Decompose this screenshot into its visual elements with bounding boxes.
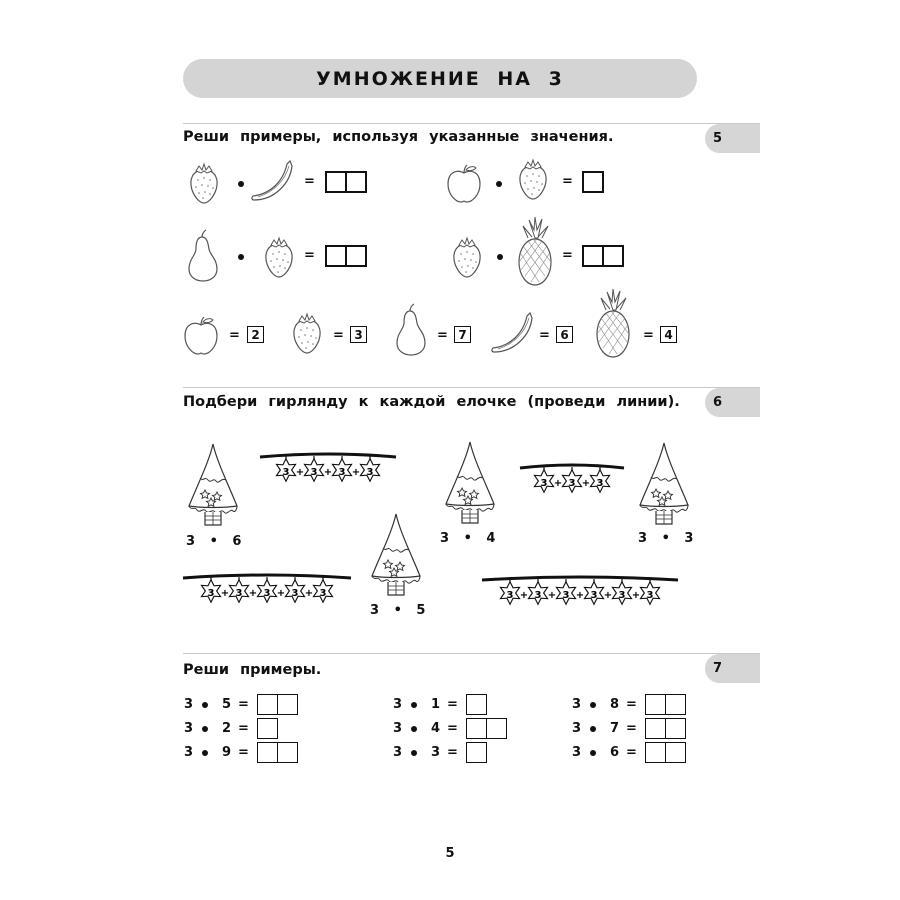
operand-b: 1 (431, 697, 441, 712)
example-row (393, 694, 487, 715)
tree-expression: 3 • 5 (370, 603, 426, 618)
garland-star-label: 3 (310, 467, 318, 478)
operand-b: 3 (431, 745, 441, 760)
plus-sign: + (323, 467, 333, 478)
apple-icon (445, 164, 483, 204)
strawberry-value: 3 (350, 326, 367, 343)
operand-a: 3 (184, 721, 194, 736)
task5-number: 5 (705, 124, 760, 153)
garland-star-label: 3 (291, 588, 299, 599)
example-row (184, 694, 298, 715)
plus-sign: + (519, 590, 529, 601)
plus-sign: + (304, 588, 314, 599)
equals-sign: = (304, 248, 315, 263)
plus-sign: + (351, 467, 361, 478)
equals-sign: = (238, 745, 249, 760)
garland[interactable] (258, 449, 398, 499)
answer-box-two-digit[interactable] (645, 742, 686, 763)
pear-icon (394, 303, 428, 357)
strawberry-icon (450, 236, 484, 278)
operand-a: 3 (184, 697, 194, 712)
christmas-tree-icon[interactable] (366, 512, 426, 598)
task5-instruction: Реши примеры, используя указанные значения. (183, 129, 614, 145)
garland-star-label: 3 (568, 478, 576, 489)
christmas-tree-icon[interactable] (183, 442, 243, 528)
banana-icon (250, 158, 294, 204)
pear-value: 7 (454, 326, 471, 343)
equals-sign: = (562, 248, 573, 263)
garland-wire (260, 454, 396, 457)
banana-value: 6 (556, 326, 573, 343)
tree-expression: 3 • 4 (440, 531, 496, 546)
tree-expression: 3 • 3 (638, 531, 694, 546)
operand-b: 9 (222, 745, 232, 760)
christmas-tree-icon[interactable] (634, 441, 694, 527)
plus-sign: + (581, 478, 591, 489)
answer-box-two-digit[interactable] (325, 245, 367, 267)
example-row (572, 742, 686, 763)
multiply-operator (496, 181, 502, 187)
apple-icon (182, 316, 220, 356)
strawberry-icon (262, 236, 296, 278)
garland-star-label: 3 (590, 590, 598, 601)
garland-star-label: 3 (596, 478, 604, 489)
banana-icon (490, 310, 534, 356)
garland-wire (482, 577, 678, 580)
operand-b: 5 (222, 697, 232, 712)
answer-box-two-digit[interactable] (645, 694, 686, 715)
equals-sign: = (626, 697, 637, 712)
multiply-operator (590, 702, 596, 708)
christmas-tree-icon[interactable] (440, 440, 500, 526)
answer-box-two-digit[interactable] (582, 245, 624, 267)
answer-box-one-digit[interactable] (466, 694, 487, 715)
task6-instruction: Подбери гирлянду к каждой елочке (проведи линии). (183, 394, 680, 410)
apple-value: 2 (247, 326, 264, 343)
multiply-operator (590, 750, 596, 756)
answer-box-two-digit[interactable] (257, 694, 298, 715)
equals-sign: = (626, 721, 637, 736)
equals-sign: = (447, 697, 458, 712)
multiply-operator (202, 750, 208, 756)
answer-box-two-digit[interactable] (645, 718, 686, 739)
section-divider (183, 387, 760, 388)
example-row (572, 718, 686, 739)
multiply-operator (202, 726, 208, 732)
operand-a: 3 (184, 745, 194, 760)
strawberry-icon (290, 312, 324, 354)
multiply-operator (238, 254, 244, 260)
answer-box-two-digit[interactable] (325, 171, 367, 193)
example-row (184, 742, 298, 763)
plus-sign: + (575, 590, 585, 601)
garland[interactable] (181, 570, 353, 625)
answer-box-two-digit[interactable] (466, 718, 507, 739)
example-row (572, 694, 686, 715)
garland-star-label: 3 (618, 590, 626, 601)
strawberry-icon (187, 162, 221, 204)
equals-sign: = (447, 721, 458, 736)
operand-a: 3 (572, 745, 582, 760)
equals-sign: = (238, 697, 249, 712)
multiply-operator (411, 750, 417, 756)
equals-sign: = (238, 721, 249, 736)
operand-b: 2 (222, 721, 232, 736)
tree-expression: 3 • 6 (186, 534, 242, 549)
plus-sign: + (547, 590, 557, 601)
equals-sign: = (333, 328, 344, 343)
answer-box-two-digit[interactable] (257, 742, 298, 763)
equals-sign: = (539, 328, 550, 343)
multiply-operator (411, 726, 417, 732)
plus-sign: + (603, 590, 613, 601)
multiply-operator (411, 702, 417, 708)
operand-a: 3 (572, 697, 582, 712)
example-row (393, 718, 507, 739)
multiply-operator (497, 254, 503, 260)
equals-sign: = (304, 174, 315, 189)
pineapple-value: 4 (660, 326, 677, 343)
pear-icon (186, 229, 220, 283)
garland-star-label: 3 (366, 467, 374, 478)
plus-sign: + (248, 588, 258, 599)
plus-sign: + (295, 467, 305, 478)
answer-box-one-digit[interactable] (582, 171, 604, 193)
task7-instruction: Реши примеры. (183, 662, 322, 678)
multiply-operator (202, 702, 208, 708)
garland-star-label: 3 (506, 590, 514, 601)
plus-sign: + (220, 588, 230, 599)
operand-a: 3 (393, 745, 403, 760)
garland-star-label: 3 (338, 467, 346, 478)
page-title: УМНОЖЕНИЕ НА 3 (183, 59, 697, 98)
operand-a: 3 (393, 697, 403, 712)
equals-sign: = (229, 328, 240, 343)
pineapple-icon (515, 216, 555, 286)
operand-a: 3 (572, 721, 582, 736)
garland[interactable] (518, 460, 626, 510)
garland-star-label: 3 (540, 478, 548, 489)
answer-box-one-digit[interactable] (257, 718, 278, 739)
task7-number: 7 (705, 654, 760, 683)
garland-star-label: 3 (319, 588, 327, 599)
operand-a: 3 (393, 721, 403, 736)
equals-sign: = (437, 328, 448, 343)
multiply-operator (590, 726, 596, 732)
garland-star-label: 3 (562, 590, 570, 601)
task6-number: 6 (705, 388, 760, 417)
multiply-operator (238, 181, 244, 187)
plus-sign: + (631, 590, 641, 601)
strawberry-icon (516, 158, 550, 200)
operand-b: 6 (610, 745, 620, 760)
operand-b: 4 (431, 721, 441, 736)
garland-star-label: 3 (534, 590, 542, 601)
operand-b: 8 (610, 697, 620, 712)
equals-sign: = (626, 745, 637, 760)
garland-star-label: 3 (207, 588, 215, 599)
plus-sign: + (553, 478, 563, 489)
page-number: 5 (445, 846, 455, 861)
section-divider (183, 653, 760, 654)
section-divider (183, 123, 760, 124)
equals-sign: = (643, 328, 654, 343)
garland-star-label: 3 (282, 467, 290, 478)
answer-box-one-digit[interactable] (466, 742, 487, 763)
garland-star-label: 3 (263, 588, 271, 599)
garland-star-label: 3 (646, 590, 654, 601)
equals-sign: = (447, 745, 458, 760)
equals-sign: = (562, 174, 573, 189)
example-row (393, 742, 487, 763)
pineapple-icon (593, 288, 633, 358)
garland[interactable] (480, 572, 680, 627)
operand-b: 7 (610, 721, 620, 736)
garland-star-label: 3 (235, 588, 243, 599)
plus-sign: + (276, 588, 286, 599)
example-row (184, 718, 278, 739)
